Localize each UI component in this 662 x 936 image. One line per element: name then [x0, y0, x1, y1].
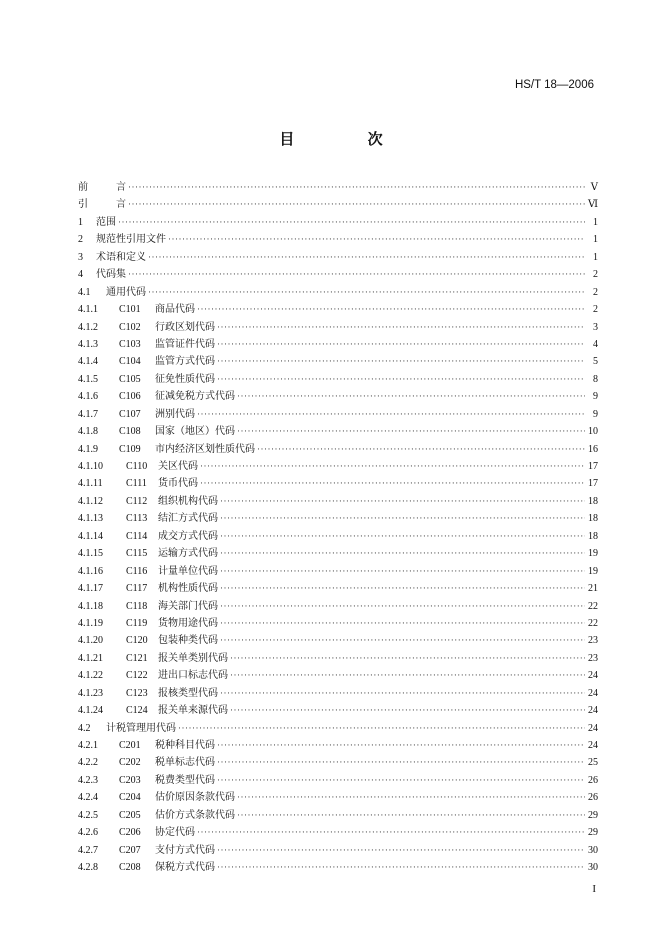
toc-number: 引	[78, 199, 102, 211]
toc-page-number: 2	[593, 269, 598, 281]
toc-leader-dots	[197, 824, 585, 841]
toc-number: 4.1.16	[78, 565, 103, 577]
toc-entry[interactable]	[78, 615, 598, 632]
toc-title: 税单标志代码	[155, 757, 215, 769]
toc-title: 报关单类别代码	[158, 652, 228, 664]
toc-title: 估价原因条款代码	[155, 792, 235, 804]
toc-title: 进出口标志代码	[158, 670, 228, 682]
toc-number: 2	[78, 234, 83, 246]
toc-page-number: 1	[593, 251, 598, 263]
toc-leader-dots	[200, 458, 585, 475]
toc-page-number: 23	[588, 652, 598, 664]
toc-title: 洲别代码	[155, 408, 195, 420]
toc-title: 言	[116, 199, 126, 211]
toc-leader-dots	[237, 807, 585, 824]
toc-leader-dots	[220, 510, 585, 527]
toc-entry[interactable]	[78, 632, 598, 649]
toc-code: C109	[119, 443, 141, 455]
toc-code: C203	[119, 774, 141, 786]
toc-entry[interactable]	[78, 319, 598, 336]
toc-number: 4.1.8	[78, 426, 98, 438]
toc-page-number: 24	[588, 740, 598, 751]
toc-title: 术语和定义	[96, 251, 146, 263]
toc-page-number: 21	[588, 583, 598, 595]
toc-entry[interactable]	[78, 563, 598, 580]
toc-code: C118	[126, 600, 148, 612]
toc-page-number: 1	[593, 234, 598, 246]
toc-code: C204	[119, 792, 141, 804]
toc-page-number: 1	[593, 216, 598, 228]
toc-title: 国家（地区）代码	[155, 426, 235, 438]
toc-title: 结汇方式代码	[158, 513, 218, 525]
toc-entry[interactable]	[78, 214, 598, 231]
toc-leader-dots	[168, 231, 585, 248]
toc-page-number: 3	[593, 321, 598, 333]
toc-code: C205	[119, 809, 141, 821]
toc-page-number: 22	[588, 617, 598, 629]
toc-code: C112	[126, 495, 148, 507]
toc-leader-dots	[230, 667, 585, 684]
toc-number: 4.1.22	[78, 670, 103, 682]
toc-title: 征免性质代码	[155, 373, 215, 385]
toc-number: 4.1.6	[78, 391, 98, 403]
standard-code: HS/T 18—2006	[514, 79, 594, 91]
toc-number: 4.1.21	[78, 652, 103, 664]
toc-page-number: 22	[588, 600, 598, 612]
toc-number: 3	[78, 251, 83, 263]
toc-number: 4.1	[78, 286, 91, 298]
toc-title: 范围	[96, 216, 116, 228]
toc-code: C106	[119, 391, 141, 403]
toc-number: 4.2.7	[78, 844, 98, 856]
toc-leader-dots	[237, 423, 585, 440]
toc-title: 关区代码	[158, 461, 198, 472]
toc-leader-dots	[197, 301, 585, 318]
toc-number: 4.1.1	[78, 304, 98, 316]
toc-number: 4.1.14	[78, 530, 103, 542]
toc-title: 包装种类代码	[158, 635, 218, 647]
toc-number: 4.1.10	[78, 461, 103, 472]
toc-title: 市内经济区划性质代码	[155, 443, 255, 455]
toc-leader-dots	[217, 371, 585, 388]
toc-leader-dots	[220, 545, 585, 562]
toc-number: 1	[78, 216, 83, 228]
toc-title: 成交方式代码	[158, 530, 218, 542]
toc-entry[interactable]	[78, 842, 598, 859]
toc-leader-dots	[217, 859, 585, 876]
toc-leader-dots	[217, 353, 585, 370]
toc-page-number: 24	[588, 705, 598, 717]
toc-leader-dots	[217, 754, 585, 771]
toc-number: 4.1.2	[78, 321, 98, 333]
toc-number: 4.1.7	[78, 408, 98, 420]
toc-page-number: 8	[593, 373, 598, 385]
page-title: 目 次	[279, 130, 417, 148]
toc-code: C111	[126, 478, 147, 490]
toc-leader-dots	[128, 266, 585, 283]
toc-title: 征减免税方式代码	[155, 391, 235, 403]
toc-code: C108	[119, 426, 141, 438]
toc-title: 计税管理用代码	[106, 722, 176, 734]
toc-code: C115	[126, 548, 148, 560]
toc-number: 4.2.3	[78, 774, 98, 786]
toc-title: 海关部门代码	[158, 600, 218, 612]
toc-entry[interactable]	[78, 266, 598, 283]
toc-entry[interactable]	[78, 406, 598, 423]
toc-page-number: 25	[588, 757, 598, 769]
toc-code: C107	[119, 408, 141, 420]
toc-number: 前	[78, 182, 102, 193]
toc-number: 4.2.4	[78, 792, 98, 804]
toc-leader-dots	[178, 720, 585, 737]
toc-entry[interactable]	[78, 388, 598, 405]
toc-entry[interactable]	[78, 423, 598, 440]
toc-code: C208	[119, 862, 141, 874]
toc-title: 监管证件代码	[155, 338, 215, 350]
toc-entry[interactable]	[78, 510, 598, 527]
toc-title: 协定代码	[155, 827, 195, 839]
toc-entry[interactable]	[78, 371, 598, 388]
toc-leader-dots	[230, 702, 585, 719]
toc-code: C120	[126, 635, 148, 647]
toc-entry[interactable]	[78, 336, 598, 353]
toc-number: 4.1.5	[78, 373, 98, 385]
toc-entry[interactable]	[78, 859, 598, 876]
toc-page-number: 18	[588, 495, 598, 507]
toc-number: 4.1.13	[78, 513, 103, 525]
toc-page-number: Ⅴ	[590, 182, 598, 193]
toc-entry[interactable]	[78, 179, 598, 196]
toc-title: 计量单位代码	[158, 565, 218, 577]
toc-page-number: 2	[593, 304, 598, 316]
toc-leader-dots	[220, 685, 585, 702]
toc-title: 报核类型代码	[158, 687, 218, 699]
toc-page-number: 5	[593, 356, 598, 368]
toc-entry[interactable]	[78, 789, 598, 806]
table-of-contents	[78, 179, 598, 877]
toc-entry[interactable]	[78, 284, 598, 301]
toc-leader-dots	[220, 493, 585, 510]
toc-page-number: 19	[588, 565, 598, 577]
toc-code: C114	[126, 530, 148, 542]
toc-title: 监管方式代码	[155, 356, 215, 368]
toc-number: 4.2.2	[78, 757, 98, 769]
toc-leader-dots	[217, 336, 585, 353]
toc-number: 4.1.11	[78, 478, 103, 490]
toc-number: 4.1.18	[78, 600, 103, 612]
toc-page-number: 26	[588, 774, 598, 786]
toc-leader-dots	[148, 249, 585, 266]
toc-title: 规范性引用文件	[96, 234, 166, 246]
toc-page-number: 24	[588, 687, 598, 699]
toc-page-number: 9	[593, 391, 598, 403]
toc-title: 货物用途代码	[158, 617, 218, 629]
toc-code: C207	[119, 844, 141, 856]
toc-code: C104	[119, 356, 141, 368]
toc-title: 报关单来源代码	[158, 705, 228, 717]
toc-leader-dots	[217, 319, 585, 336]
toc-page-number: 26	[588, 792, 598, 804]
toc-title: 通用代码	[106, 286, 146, 298]
toc-code: C116	[126, 565, 148, 577]
toc-entry[interactable]	[78, 545, 598, 562]
toc-number: 4.2.6	[78, 827, 98, 839]
toc-code: C113	[126, 513, 148, 525]
toc-page-number: Ⅵ	[587, 199, 598, 211]
toc-code: C102	[119, 321, 141, 333]
toc-code: C123	[126, 687, 148, 699]
toc-title: 代码集	[96, 269, 126, 281]
toc-title: 税种科目代码	[155, 740, 215, 751]
toc-code: C101	[119, 304, 141, 316]
toc-number: 4.1.24	[78, 705, 103, 717]
toc-entry[interactable]	[78, 475, 598, 492]
toc-title: 机构性质代码	[158, 583, 218, 595]
toc-leader-dots	[237, 789, 585, 806]
toc-page-number: 9	[593, 408, 598, 420]
toc-title: 商品代码	[155, 304, 195, 316]
toc-page-number: 19	[588, 548, 598, 560]
toc-title: 运输方式代码	[158, 548, 218, 560]
toc-number: 4.1.19	[78, 617, 103, 629]
toc-leader-dots	[200, 475, 585, 492]
toc-leader-dots	[220, 580, 585, 597]
toc-leader-dots	[230, 650, 585, 667]
toc-number: 4.1.23	[78, 687, 103, 699]
toc-leader-dots	[148, 284, 585, 301]
toc-number: 4.1.17	[78, 583, 103, 595]
toc-entry[interactable]	[78, 301, 598, 318]
toc-entry[interactable]	[78, 720, 598, 737]
toc-leader-dots	[220, 632, 585, 649]
toc-page-number: 18	[588, 530, 598, 542]
toc-leader-dots	[220, 615, 585, 632]
toc-entry[interactable]	[78, 458, 598, 475]
toc-number: 4.2.5	[78, 809, 98, 821]
toc-code: C103	[119, 338, 141, 350]
toc-number: 4.1.20	[78, 635, 103, 647]
toc-leader-dots	[220, 563, 585, 580]
toc-page-number: 24	[588, 670, 598, 682]
toc-page-number: 29	[588, 809, 598, 821]
toc-number: 4	[78, 269, 83, 281]
toc-page-number: 17	[588, 478, 598, 490]
toc-leader-dots	[128, 196, 585, 213]
toc-code: C201	[119, 740, 141, 751]
toc-entry[interactable]	[78, 650, 598, 667]
toc-number: 4.2.1	[78, 740, 98, 751]
toc-entry[interactable]	[78, 196, 598, 213]
toc-entry[interactable]	[78, 598, 598, 615]
toc-entry[interactable]	[78, 824, 598, 841]
toc-number: 4.1.15	[78, 548, 103, 560]
toc-code: C105	[119, 373, 141, 385]
toc-leader-dots	[217, 772, 585, 789]
toc-number: 4.1.3	[78, 338, 98, 350]
toc-page-number: 10	[588, 426, 598, 438]
toc-code: C124	[126, 705, 148, 717]
toc-number: 4.2	[78, 722, 91, 734]
page-number: I	[592, 883, 596, 895]
toc-entry[interactable]	[78, 772, 598, 789]
toc-title: 行政区划代码	[155, 321, 215, 333]
toc-code: C202	[119, 757, 141, 769]
toc-title: 估价方式条款代码	[155, 809, 235, 821]
toc-entry[interactable]	[78, 353, 598, 370]
toc-code: C117	[126, 583, 148, 595]
toc-entry[interactable]	[78, 580, 598, 597]
toc-leader-dots	[257, 441, 585, 458]
toc-page-number: 29	[588, 827, 598, 839]
toc-number: 4.2.8	[78, 862, 98, 874]
toc-page-number: 4	[593, 338, 598, 350]
toc-title: 言	[116, 182, 126, 193]
toc-page-number: 30	[588, 862, 598, 874]
toc-entry[interactable]	[78, 528, 598, 545]
toc-entry[interactable]	[78, 702, 598, 719]
toc-leader-dots	[220, 598, 585, 615]
toc-code: C110	[126, 461, 148, 472]
toc-leader-dots	[220, 528, 585, 545]
toc-entry[interactable]	[78, 754, 598, 771]
toc-entry[interactable]	[78, 441, 598, 458]
toc-page-number: 2	[593, 286, 598, 298]
toc-leader-dots	[217, 737, 585, 754]
toc-page-number: 18	[588, 513, 598, 525]
toc-code: C119	[126, 617, 148, 629]
toc-entry[interactable]	[78, 807, 598, 824]
toc-page-number: 17	[588, 461, 598, 472]
toc-entry[interactable]	[78, 493, 598, 510]
toc-page-number: 16	[588, 443, 598, 455]
toc-number: 4.1.9	[78, 443, 98, 455]
toc-entry[interactable]	[78, 737, 598, 754]
toc-title: 税费类型代码	[155, 774, 215, 786]
toc-leader-dots	[217, 842, 585, 859]
toc-title: 组织机构代码	[158, 495, 218, 507]
toc-title: 保税方式代码	[155, 862, 215, 874]
toc-number: 4.1.12	[78, 495, 103, 507]
toc-entry[interactable]	[78, 685, 598, 702]
toc-leader-dots	[237, 388, 585, 405]
toc-leader-dots	[128, 179, 585, 196]
toc-page-number: 23	[588, 635, 598, 647]
toc-leader-dots	[118, 214, 585, 231]
toc-number: 4.1.4	[78, 356, 98, 368]
toc-code: C122	[126, 670, 148, 682]
toc-code: C206	[119, 827, 141, 839]
toc-leader-dots	[197, 406, 585, 423]
toc-title: 货币代码	[158, 478, 198, 490]
toc-page-number: 30	[588, 844, 598, 856]
toc-entry[interactable]	[78, 249, 598, 266]
toc-entry[interactable]	[78, 667, 598, 684]
toc-title: 支付方式代码	[155, 844, 215, 856]
toc-page-number: 24	[588, 722, 598, 734]
toc-entry[interactable]	[78, 231, 598, 248]
toc-code: C121	[126, 652, 148, 664]
